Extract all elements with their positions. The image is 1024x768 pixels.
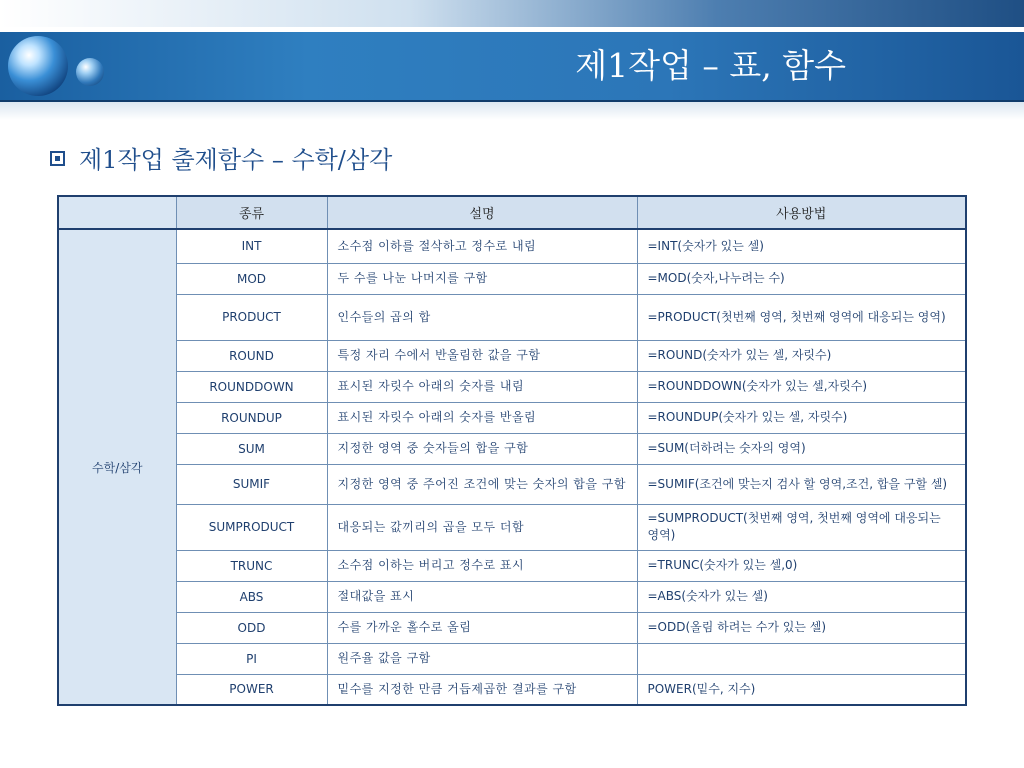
function-name-cell: ROUNDDOWN xyxy=(176,371,327,402)
description-cell: 밑수를 지정한 만큼 거듭제곱한 결과를 구함 xyxy=(327,674,637,705)
usage-cell: =ODD(올림 하려는 수가 있는 셀) xyxy=(637,612,966,643)
header-type: 종류 xyxy=(176,196,327,229)
usage-cell: =ABS(숫자가 있는 셀) xyxy=(637,581,966,612)
table-row xyxy=(58,464,966,504)
function-name-cell: PI xyxy=(176,643,327,674)
table-row xyxy=(58,581,966,612)
function-table xyxy=(57,195,967,706)
function-name-cell: ROUND xyxy=(176,340,327,371)
description-cell: 두 수를 나눈 나머지를 구함 xyxy=(327,263,637,294)
table-header-row xyxy=(58,196,966,229)
usage-cell: =MOD(숫자,나누려는 수) xyxy=(637,263,966,294)
usage-cell: =ROUND(숫자가 있는 셀, 자릿수) xyxy=(637,340,966,371)
table-row xyxy=(58,371,966,402)
usage-cell: =SUMPRODUCT(첫번째 영역, 첫번째 영역에 대응되는 영역) xyxy=(637,504,966,550)
usage-cell: =PRODUCT(첫번째 영역, 첫번째 영역에 대응되는 영역) xyxy=(637,294,966,340)
function-name-cell: ODD xyxy=(176,612,327,643)
table-row xyxy=(58,402,966,433)
table-row xyxy=(58,433,966,464)
usage-cell: =ROUNDDOWN(숫자가 있는 셀,자릿수) xyxy=(637,371,966,402)
category-cell: 수학/삼각 xyxy=(58,229,176,705)
globe-logo-icon xyxy=(8,36,68,96)
description-cell: 대응되는 값끼리의 곱을 모두 더함 xyxy=(327,504,637,550)
table-row xyxy=(58,229,966,263)
header-empty-cell xyxy=(58,196,176,229)
header-description: 설명 xyxy=(327,196,637,229)
banner-shadow xyxy=(0,102,1024,120)
usage-cell xyxy=(637,643,966,674)
description-cell: 절대값을 표시 xyxy=(327,581,637,612)
function-name-cell: PRODUCT xyxy=(176,294,327,340)
header-usage: 사용방법 xyxy=(637,196,966,229)
function-name-cell: TRUNC xyxy=(176,550,327,581)
description-cell: 소수점 이하는 버리고 정수로 표시 xyxy=(327,550,637,581)
usage-cell: =SUMIF(조건에 맞는지 검사 할 영역,조건, 합을 구할 셀) xyxy=(637,464,966,504)
description-cell: 원주율 값을 구함 xyxy=(327,643,637,674)
usage-cell: =SUM(더하려는 숫자의 영역) xyxy=(637,433,966,464)
table-row xyxy=(58,504,966,550)
usage-cell: POWER(밑수, 지수) xyxy=(637,674,966,705)
description-cell: 소수점 이하를 절삭하고 정수로 내림 xyxy=(327,229,637,263)
usage-cell: =TRUNC(숫자가 있는 셀,0) xyxy=(637,550,966,581)
table-row xyxy=(58,643,966,674)
section-heading xyxy=(50,142,392,178)
usage-cell: =ROUNDUP(숫자가 있는 셀, 자릿수) xyxy=(637,402,966,433)
table-row xyxy=(58,340,966,371)
description-cell: 인수들의 곱의 합 xyxy=(327,294,637,340)
title-banner xyxy=(0,32,1024,102)
table-row xyxy=(58,550,966,581)
table-row xyxy=(58,674,966,705)
table-body xyxy=(58,229,966,705)
header-gradient-strip xyxy=(0,0,1024,27)
function-name-cell: SUMPRODUCT xyxy=(176,504,327,550)
function-name-cell: INT xyxy=(176,229,327,263)
table-row xyxy=(58,612,966,643)
function-name-cell: MOD xyxy=(176,263,327,294)
description-cell: 특정 자리 수에서 반올림한 값을 구함 xyxy=(327,340,637,371)
section-heading-text: 제1작업 출제함수 – 수학/삼각 xyxy=(79,146,393,174)
function-name-cell: POWER xyxy=(176,674,327,705)
function-name-cell: ABS xyxy=(176,581,327,612)
usage-cell: =INT(숫자가 있는 셀) xyxy=(637,229,966,263)
page-title: 제1작업 – 표, 함수 xyxy=(575,46,846,85)
description-cell: 수를 가까운 홀수로 올림 xyxy=(327,612,637,643)
description-cell: 지정한 영역 중 주어진 조건에 맞는 숫자의 합을 구함 xyxy=(327,464,637,504)
function-name-cell: SUM xyxy=(176,433,327,464)
table-row xyxy=(58,263,966,294)
function-name-cell: SUMIF xyxy=(176,464,327,504)
table-row xyxy=(58,294,966,340)
description-cell: 표시된 자릿수 아래의 숫자를 반올림 xyxy=(327,402,637,433)
description-cell: 표시된 자릿수 아래의 숫자를 내림 xyxy=(327,371,637,402)
small-globe-icon xyxy=(76,58,104,86)
description-cell: 지정한 영역 중 숫자들의 합을 구함 xyxy=(327,433,637,464)
function-name-cell: ROUNDUP xyxy=(176,402,327,433)
square-bullet-icon xyxy=(50,151,65,166)
